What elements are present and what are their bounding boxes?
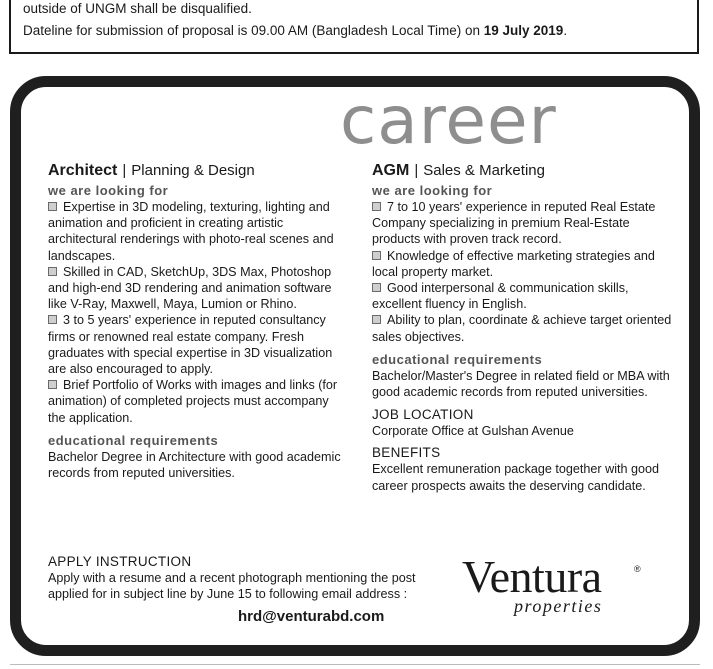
list-item: [48, 312, 348, 377]
looking-for-heading: we are looking for: [372, 183, 493, 198]
square-bullet-icon: [372, 251, 381, 260]
position-department: Planning & Design: [131, 162, 255, 179]
deadline-period: .: [563, 23, 568, 38]
requirement-text: Expertise in 3D modeling, texturing, lighting and animation and proficient in creating artistic architectural renderings with photo-real scenes and landscapes.: [48, 200, 334, 263]
benefits-heading: BENEFITS: [372, 445, 441, 461]
notice-line: outside of UNGM shall be disqualified.: [23, 1, 252, 16]
requirement-text: 3 to 5 years' experience in reputed consultancy firms or renowned real estate company. Fresh graduates with special expertise in 3D visualization are also encouraged to apply.: [48, 313, 333, 377]
square-bullet-icon: [48, 267, 57, 276]
list-item: [372, 248, 672, 280]
education-heading: educational requirements: [48, 432, 219, 448]
career-heading: career: [340, 82, 557, 159]
apply-text: Apply with a resume and a recent photograph mentioning the post applied for in subject line by June 15 to following email address :: [48, 571, 416, 601]
square-bullet-icon: [372, 315, 381, 324]
tender-notice-box: [9, 0, 699, 54]
requirement-text: Good interpersonal & communication skills, excellent fluency in English.: [372, 281, 629, 312]
square-bullet-icon: [48, 202, 57, 211]
requirement-text: Brief Portfolio of Works with images and links (for animation) of completed projects must accompany the application.: [48, 378, 338, 425]
logo-tagline: properties: [514, 596, 603, 616]
list-item: [372, 280, 672, 312]
square-bullet-icon: [372, 283, 381, 292]
apply-instruction: [48, 553, 428, 602]
position-role: AGM: [372, 162, 410, 179]
logo-wordmark: Ventura: [462, 551, 602, 602]
requirement-text: Knowledge of effective marketing strategies and local property market.: [372, 248, 655, 279]
deadline-text: Dateline for submission of proposal is 09.00 AM (Bangladesh Local Time) on: [23, 23, 484, 38]
square-bullet-icon: [372, 202, 381, 211]
registered-mark: ®: [634, 564, 641, 574]
deadline-date: 19 July 2019: [483, 23, 564, 38]
list-item: [372, 199, 672, 248]
ventura-logo: [462, 552, 662, 622]
agm-title: [372, 161, 672, 180]
square-bullet-icon: [48, 380, 57, 389]
job-location-heading: JOB LOCATION: [372, 407, 474, 423]
education-text: Bachelor Degree in Architecture with good academic records from reputed universities.: [48, 449, 341, 481]
agm-requirements-list: [372, 199, 672, 345]
education-text: Bachelor/Master's Degree in related field or MBA with good academic records from reputed universities.: [372, 368, 670, 400]
benefits-text: Excellent remuneration package together with good career prospects awaits the deserving candidate.: [372, 462, 660, 493]
education-heading: educational requirements: [372, 351, 543, 367]
title-separator: |: [122, 162, 127, 179]
architect-title: [48, 161, 348, 180]
requirement-text: Skilled in CAD, SketchUp, 3DS Max, Photoshop and high-end 3D rendering and animation software like V-Ray, Maxwell, Maya, Lumion or Rhino.: [48, 264, 332, 312]
apply-heading: APPLY INSTRUCTION: [48, 554, 192, 569]
architect-column: [48, 161, 348, 481]
list-item: [372, 312, 672, 344]
deadline-line: [23, 22, 567, 39]
architect-requirements-list: [48, 199, 348, 426]
list-item: [48, 264, 348, 313]
title-separator: |: [414, 162, 419, 179]
email-address: hrd@venturabd.com: [238, 608, 385, 625]
position-department: Sales & Marketing: [423, 162, 545, 179]
looking-for-heading: we are looking for: [48, 183, 169, 198]
list-item: [48, 199, 348, 264]
agm-column: [372, 161, 672, 494]
requirement-text: Ability to plan, coordinate & achieve target oriented sales objectives.: [372, 313, 672, 344]
square-bullet-icon: [48, 315, 57, 324]
requirement-text: 7 to 10 years' experience in reputed Real Estate Company specializing in premium Real-Estate products with proven track record.: [372, 200, 656, 247]
list-item: [48, 377, 348, 426]
position-role: Architect: [48, 162, 118, 179]
divider: [10, 664, 700, 665]
job-location-text: Corporate Office at Gulshan Avenue: [372, 424, 574, 439]
